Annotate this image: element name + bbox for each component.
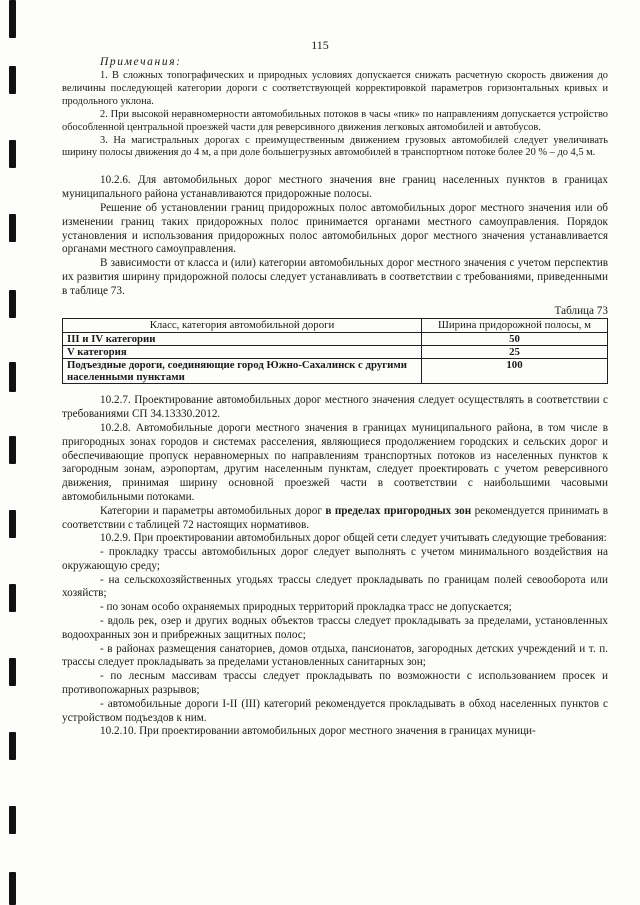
emphasis-text: в пределах пригородных зон [325,504,472,517]
table-row [63,332,608,345]
binder-hole [9,0,16,38]
list-item: - прокладку трассы автомобильных дорог следует выполнять с учетом минимального воздействия на окружающую среду; [62,546,608,572]
note-item: 2. При высокой неравномерности автомобильных потоков в часы «пик» по направлениям допускается устройство обособленной центральной проезжей части для реверсивного движения легковых автомобилей и автобусов. [62,108,608,133]
list-item: - по лесным массивам трассы следует прокладывать по возможности с использованием просек и противопожарных разрывов; [62,670,608,697]
list-item: - вдоль рек, озер и других водных объектов трассы следует прокладывать за пределами, установленных водоохранных зон и прибрежных защитных полос; [62,615,608,641]
page-content [62,56,608,739]
binder-hole [9,658,16,686]
binder-hole [9,66,16,94]
binder-hole [9,436,16,464]
table-row [63,345,608,358]
paragraph: 10.2.10. При проектировании автомобильных дорог местного значения в границах муници- [100,725,536,738]
list-item: - автомобильные дороги I-II (III) категорий рекомендуется прокладывать в обход населенных пунктов с устройством подъездов к ним. [62,697,608,724]
notes-title: Примечания: [100,56,182,68]
paragraph: Решение об установлении границ придорожных полос автомобильных дорог местного значения или об изменении границ таких придорожных полос принимается органами местного самоуправления. Порядок установления и использования придорожных полос автомобильных дорог местного значения устанавливается органами местного самоуправления. [62,201,608,256]
paragraph: 10.2.6. Для автомобильных дорог местного значения вне границ населенных пунктов в границах муниципального района устанавливаются придорожные полосы. [62,174,608,201]
paragraph: В зависимости от класса и (или) категории автомобильных дорог местного значения с учетом перспектив их развития ширину придорожной полосы следует устанавливать в соответствии с требованиями, приведенными в таблице 73. [62,257,608,297]
note-item: 1. В сложных топографических и природных условиях допускается снижать расчетную скорость движения до величины последующей категории дороги с соответствующей корректировкой параметров горизонтальных кривых и продольного уклона. [62,70,608,107]
binder-hole [9,214,16,242]
text-run: Категории и параметры автомобильных дорог [100,504,326,517]
list-item: - по зонам особо охраняемых природных территорий прокладка трасс не допускается; [100,601,512,614]
list-item: - на сельскохозяйственных угодьях трассы следует прокладывать по границам полей севооборота или хозяйств; [62,573,608,600]
body-text [62,174,608,739]
table-caption: Таблица 73 [554,304,608,317]
text-run: рекомендуется принимать в соответствии с таблицей 72 настоящих нормативов. [62,504,608,531]
paragraph: 10.2.7. Проектирование автомобильных дорог местного значения следует осуществлять в соответствии с требованиями СП 34.13330.2012. [62,394,608,421]
binder-holes [9,0,18,905]
table-header-row [63,319,608,332]
binder-hole [9,290,16,318]
page-number: 115 [311,38,329,52]
width-cell: 100 [422,358,608,383]
list-item: - в районах размещения санаториев, домов отдыха, пансионатов, загородных детских учреждений и т. п. трассы следует прокладывать за пределами установленных санитарных зон; [62,642,608,669]
binder-hole [9,584,16,612]
notes-section [62,56,608,160]
width-cell: 50 [422,332,608,345]
paragraph: 10.2.9. При проектировании автомобильных дорог общей сети следует учитывать следующие требования: [100,532,607,545]
column-header-width: Ширина придорожной полосы, м [422,319,608,332]
category-cell: V категория [63,345,422,358]
table-73 [62,318,608,384]
paragraph-with-emphasis [62,505,608,533]
width-cell: 25 [422,345,608,358]
binder-hole [9,362,16,392]
binder-hole [9,806,16,834]
category-cell: Подъездные дороги, соединяющие город Южно-Сахалинск с другими населенными пунктами [63,358,422,383]
category-cell: III и IV категории [63,332,422,345]
binder-hole [9,732,16,760]
binder-hole [9,510,16,538]
binder-hole [9,872,16,905]
note-item: 3. На магистральных дорогах с преимущественным движением грузовых автомобилей следует увеличивать ширину полосы движения до 4 м, а при доле большегрузных автомобилей в транспортном потоке более 20 % – до 4,5 м. [62,134,608,159]
column-header-category: Класс, категория автомобильной дороги [63,319,422,332]
paragraph: 10.2.8. Автомобильные дороги местного значения в границах муниципального района, в том числе в пригородных зонах городов и системах расселения, являющиеся продолжением городских и сельских дорог и обеспечивающие пропуск неравномерных по направлениям транспортных потоков из населенных пунктов к загородным зонам, аэропортам, другим населенным пунктам, следует проектировать с учетом реверсивного движения, принимая ширину основной проезжей части в соответствии с наибольшими часовыми автомобильными потоками. [62,421,608,503]
table-row [63,358,608,383]
binder-hole [9,140,16,168]
